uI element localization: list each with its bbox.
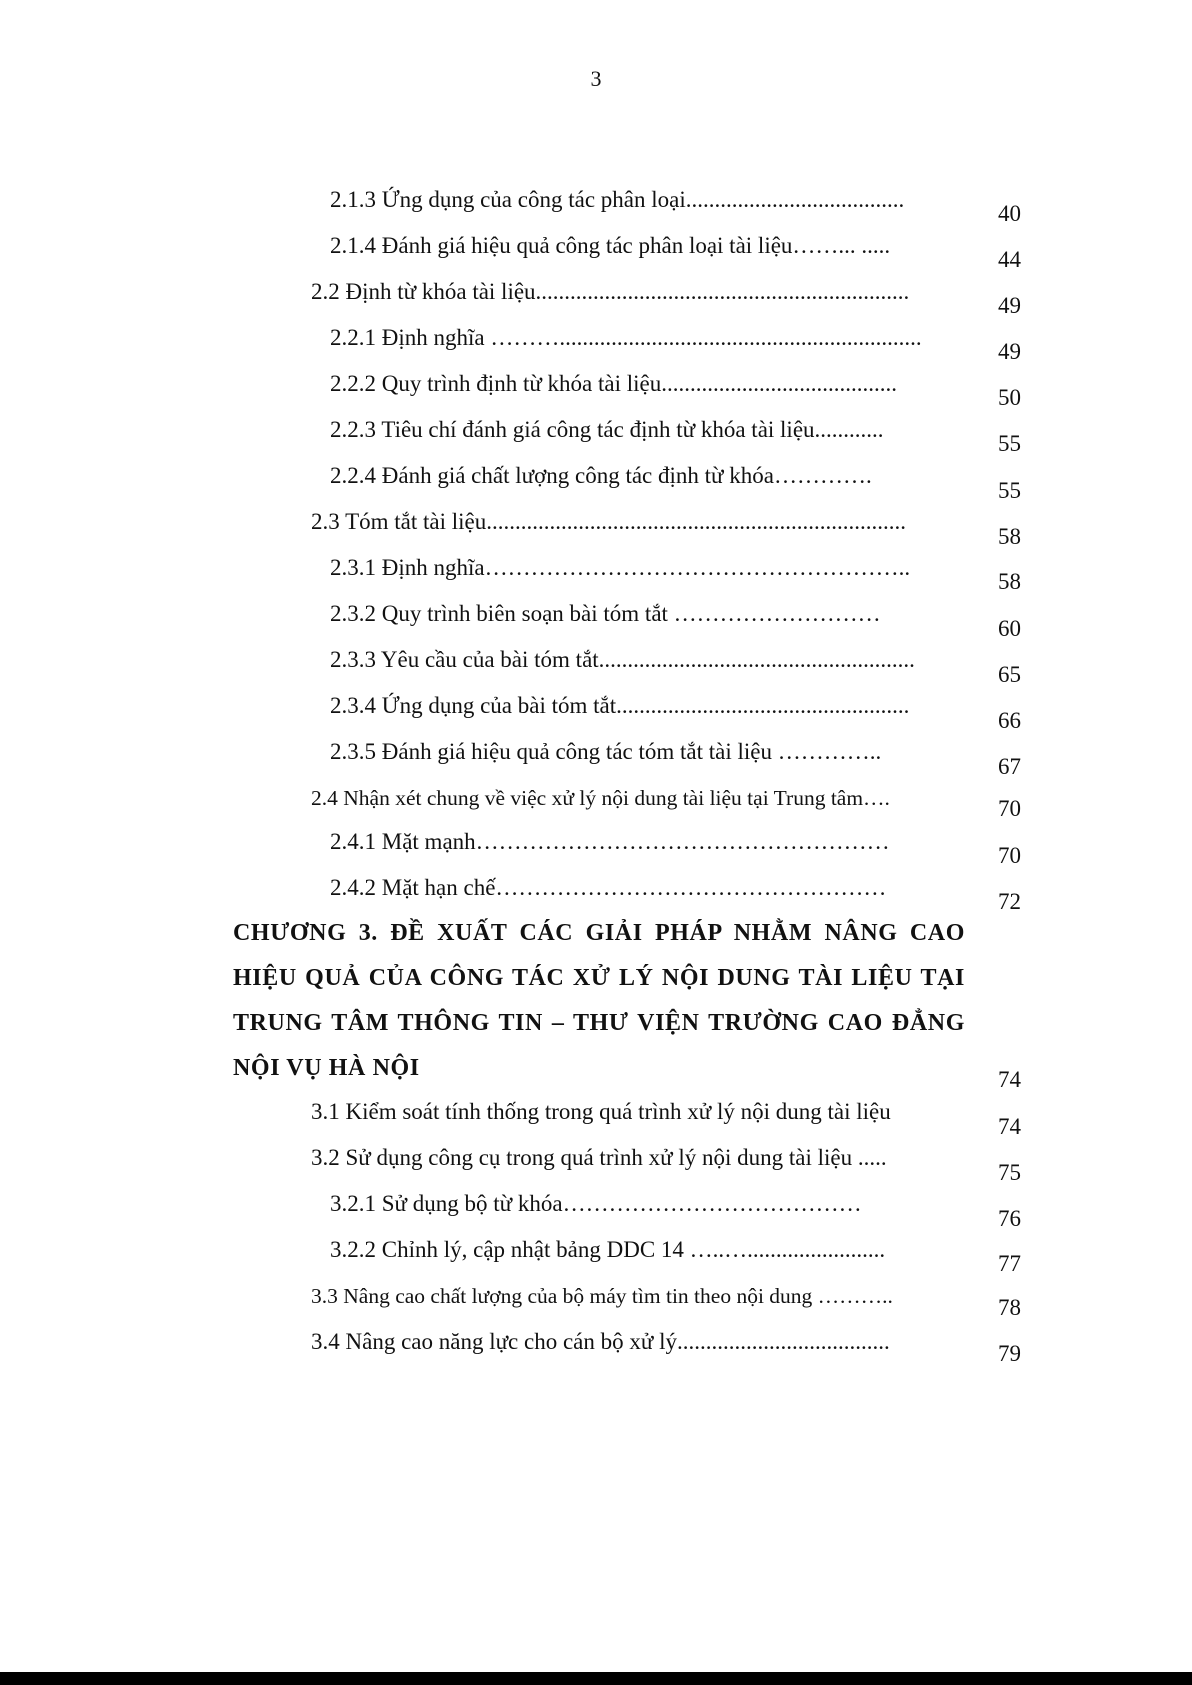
toc-entry-label: 2.2.4 Đánh giá chất lượng công tác định từ khóa…………. bbox=[330, 463, 872, 488]
toc-page-number: 76 bbox=[998, 1206, 1021, 1231]
toc-entry-2-3-4[interactable] bbox=[330, 692, 909, 720]
toc-entry-label: 2.3 Tóm tắt tài liệu......................................................................... bbox=[311, 509, 906, 534]
toc-page-number: 49 bbox=[998, 293, 1021, 318]
toc-entry-label: 2.1.4 Đánh giá hiệu quả công tác phân loại tài liệu……... ..... bbox=[330, 233, 891, 258]
toc-page-number: 58 bbox=[998, 524, 1021, 549]
toc-page-number: 77 bbox=[998, 1251, 1021, 1276]
toc-page-number: 70 bbox=[998, 843, 1021, 868]
toc-entry-label: 3.2 Sử dụng công cụ trong quá trình xử lý nội dung tài liệu ..... bbox=[311, 1145, 887, 1170]
toc-entry-label: 2.3.5 Đánh giá hiệu quả công tác tóm tắt tài liệu ………….. bbox=[330, 739, 882, 764]
toc-page-number: 79 bbox=[998, 1341, 1021, 1366]
toc-entry-label: 2.2.3 Tiêu chí đánh giá công tác định từ khóa tài liệu............ bbox=[330, 417, 884, 442]
toc-entry-3-2[interactable] bbox=[311, 1144, 887, 1172]
toc-entry-label: 2.4.1 Mặt mạnh……………………………………………… bbox=[330, 829, 890, 854]
chapter-3-heading[interactable] bbox=[233, 911, 965, 1091]
toc-page-number: 49 bbox=[998, 339, 1021, 364]
toc-page-number: 55 bbox=[998, 431, 1021, 456]
toc-page-number: 44 bbox=[998, 247, 1021, 272]
toc-page-number: 60 bbox=[998, 616, 1021, 641]
toc-entry-2-4[interactable] bbox=[311, 784, 890, 812]
page-number: 3 bbox=[590, 66, 602, 91]
toc-entry-2-4-1[interactable] bbox=[330, 828, 890, 856]
toc-entry-3-3[interactable] bbox=[311, 1282, 893, 1310]
toc-page-number: 74 bbox=[998, 1067, 1021, 1092]
toc-entry-label: 2.4.2 Mặt hạn chế…………………………………………… bbox=[330, 875, 887, 900]
toc-page-number: 66 bbox=[998, 708, 1021, 733]
toc-entry-label: 2.3.3 Yêu cầu của bài tóm tắt....................................................... bbox=[330, 647, 915, 672]
toc-page-number: 40 bbox=[998, 201, 1021, 226]
toc-entry-label: 3.2.2 Chỉnh lý, cập nhật bảng DDC 14 …..…........................ bbox=[330, 1237, 886, 1262]
toc-entry-2-1-4[interactable] bbox=[330, 232, 890, 260]
toc-page-number: 74 bbox=[998, 1114, 1021, 1139]
toc-entry-label: 3.2.1 Sử dụng bộ từ khóa………………………………… bbox=[330, 1191, 862, 1216]
toc-entry-label: 2.4 Nhận xét chung về việc xử lý nội dung tài liệu tại Trung tâm…. bbox=[311, 786, 890, 810]
toc-entry-label: 2.1.3 Ứng dụng của công tác phân loại...................................... bbox=[330, 187, 905, 212]
chapter-3-title: CHƯƠNG 3. ĐỀ XUẤT CÁC GIẢI PHÁP NHẰM NÂNG CAO HIỆU QUẢ CỦA CÔNG TÁC XỬ LÝ NỘI DUNG TÀI LIỆU TẠI TRUNG TÂM THÔNG TIN – THƯ VIỆN TRƯỜNG CAO ĐẲNG NỘI VỤ HÀ NỘI bbox=[233, 920, 965, 1081]
toc-entry-3-2-1[interactable] bbox=[330, 1190, 862, 1218]
toc-entry-2-4-2[interactable] bbox=[330, 874, 886, 902]
toc-entry-label: 3.1 Kiểm soát tính thống trong quá trình xử lý nội dung tài liệu bbox=[311, 1099, 891, 1124]
toc-entry-label: 2.2.1 Định nghĩa ………............................................................... bbox=[330, 325, 922, 350]
toc-page-number: 65 bbox=[998, 662, 1021, 687]
toc-entry-label: 2.2 Định từ khóa tài liệu................................................................. bbox=[311, 279, 910, 304]
toc-entry-2-2-1[interactable] bbox=[330, 324, 922, 352]
toc-entry-2-3-1[interactable] bbox=[330, 554, 910, 582]
toc-page-number: 67 bbox=[998, 754, 1021, 779]
toc-page-number: 58 bbox=[998, 569, 1021, 594]
toc-entry-label: 3.3 Nâng cao chất lượng của bộ máy tìm tin theo nội dung ……….. bbox=[311, 1284, 893, 1308]
toc-entry-label: 2.2.2 Quy trình định từ khóa tài liệu......................................... bbox=[330, 371, 897, 396]
toc-entry-2-2-2[interactable] bbox=[330, 370, 897, 398]
toc-entry-2-3-2[interactable] bbox=[330, 600, 881, 628]
toc-page-number: 72 bbox=[998, 889, 1021, 914]
toc-page-number: 55 bbox=[998, 478, 1021, 503]
toc-page-number: 78 bbox=[998, 1295, 1021, 1320]
toc-entry-2-2[interactable] bbox=[311, 278, 909, 306]
toc-entry-label: 2.3.1 Định nghĩa……………………………………………….. bbox=[330, 555, 911, 580]
toc-entry-3-1[interactable] bbox=[311, 1098, 891, 1126]
toc-page-number: 50 bbox=[998, 385, 1021, 410]
toc-entry-2-3[interactable] bbox=[311, 508, 906, 536]
toc-entry-label: 3.4 Nâng cao năng lực cho cán bộ xử lý..................................... bbox=[311, 1329, 890, 1354]
toc-entry-label: 2.3.4 Ứng dụng của bài tóm tắt................................................... bbox=[330, 693, 910, 718]
toc-entry-2-3-5[interactable] bbox=[330, 738, 881, 766]
page-bottom-border bbox=[0, 1672, 1192, 1685]
toc-entry-2-1-3[interactable] bbox=[330, 186, 904, 214]
toc-entry-2-2-4[interactable] bbox=[330, 462, 872, 490]
toc-entry-2-2-3[interactable] bbox=[330, 416, 884, 444]
toc-page-number: 75 bbox=[998, 1160, 1021, 1185]
toc-entry-label: 2.3.2 Quy trình biên soạn bài tóm tắt ……………………… bbox=[330, 601, 881, 626]
toc-page-number: 70 bbox=[998, 796, 1021, 821]
toc-entry-3-4[interactable] bbox=[311, 1328, 890, 1356]
toc-entry-2-3-3[interactable] bbox=[330, 646, 915, 674]
toc-entry-3-2-2[interactable] bbox=[330, 1236, 885, 1264]
